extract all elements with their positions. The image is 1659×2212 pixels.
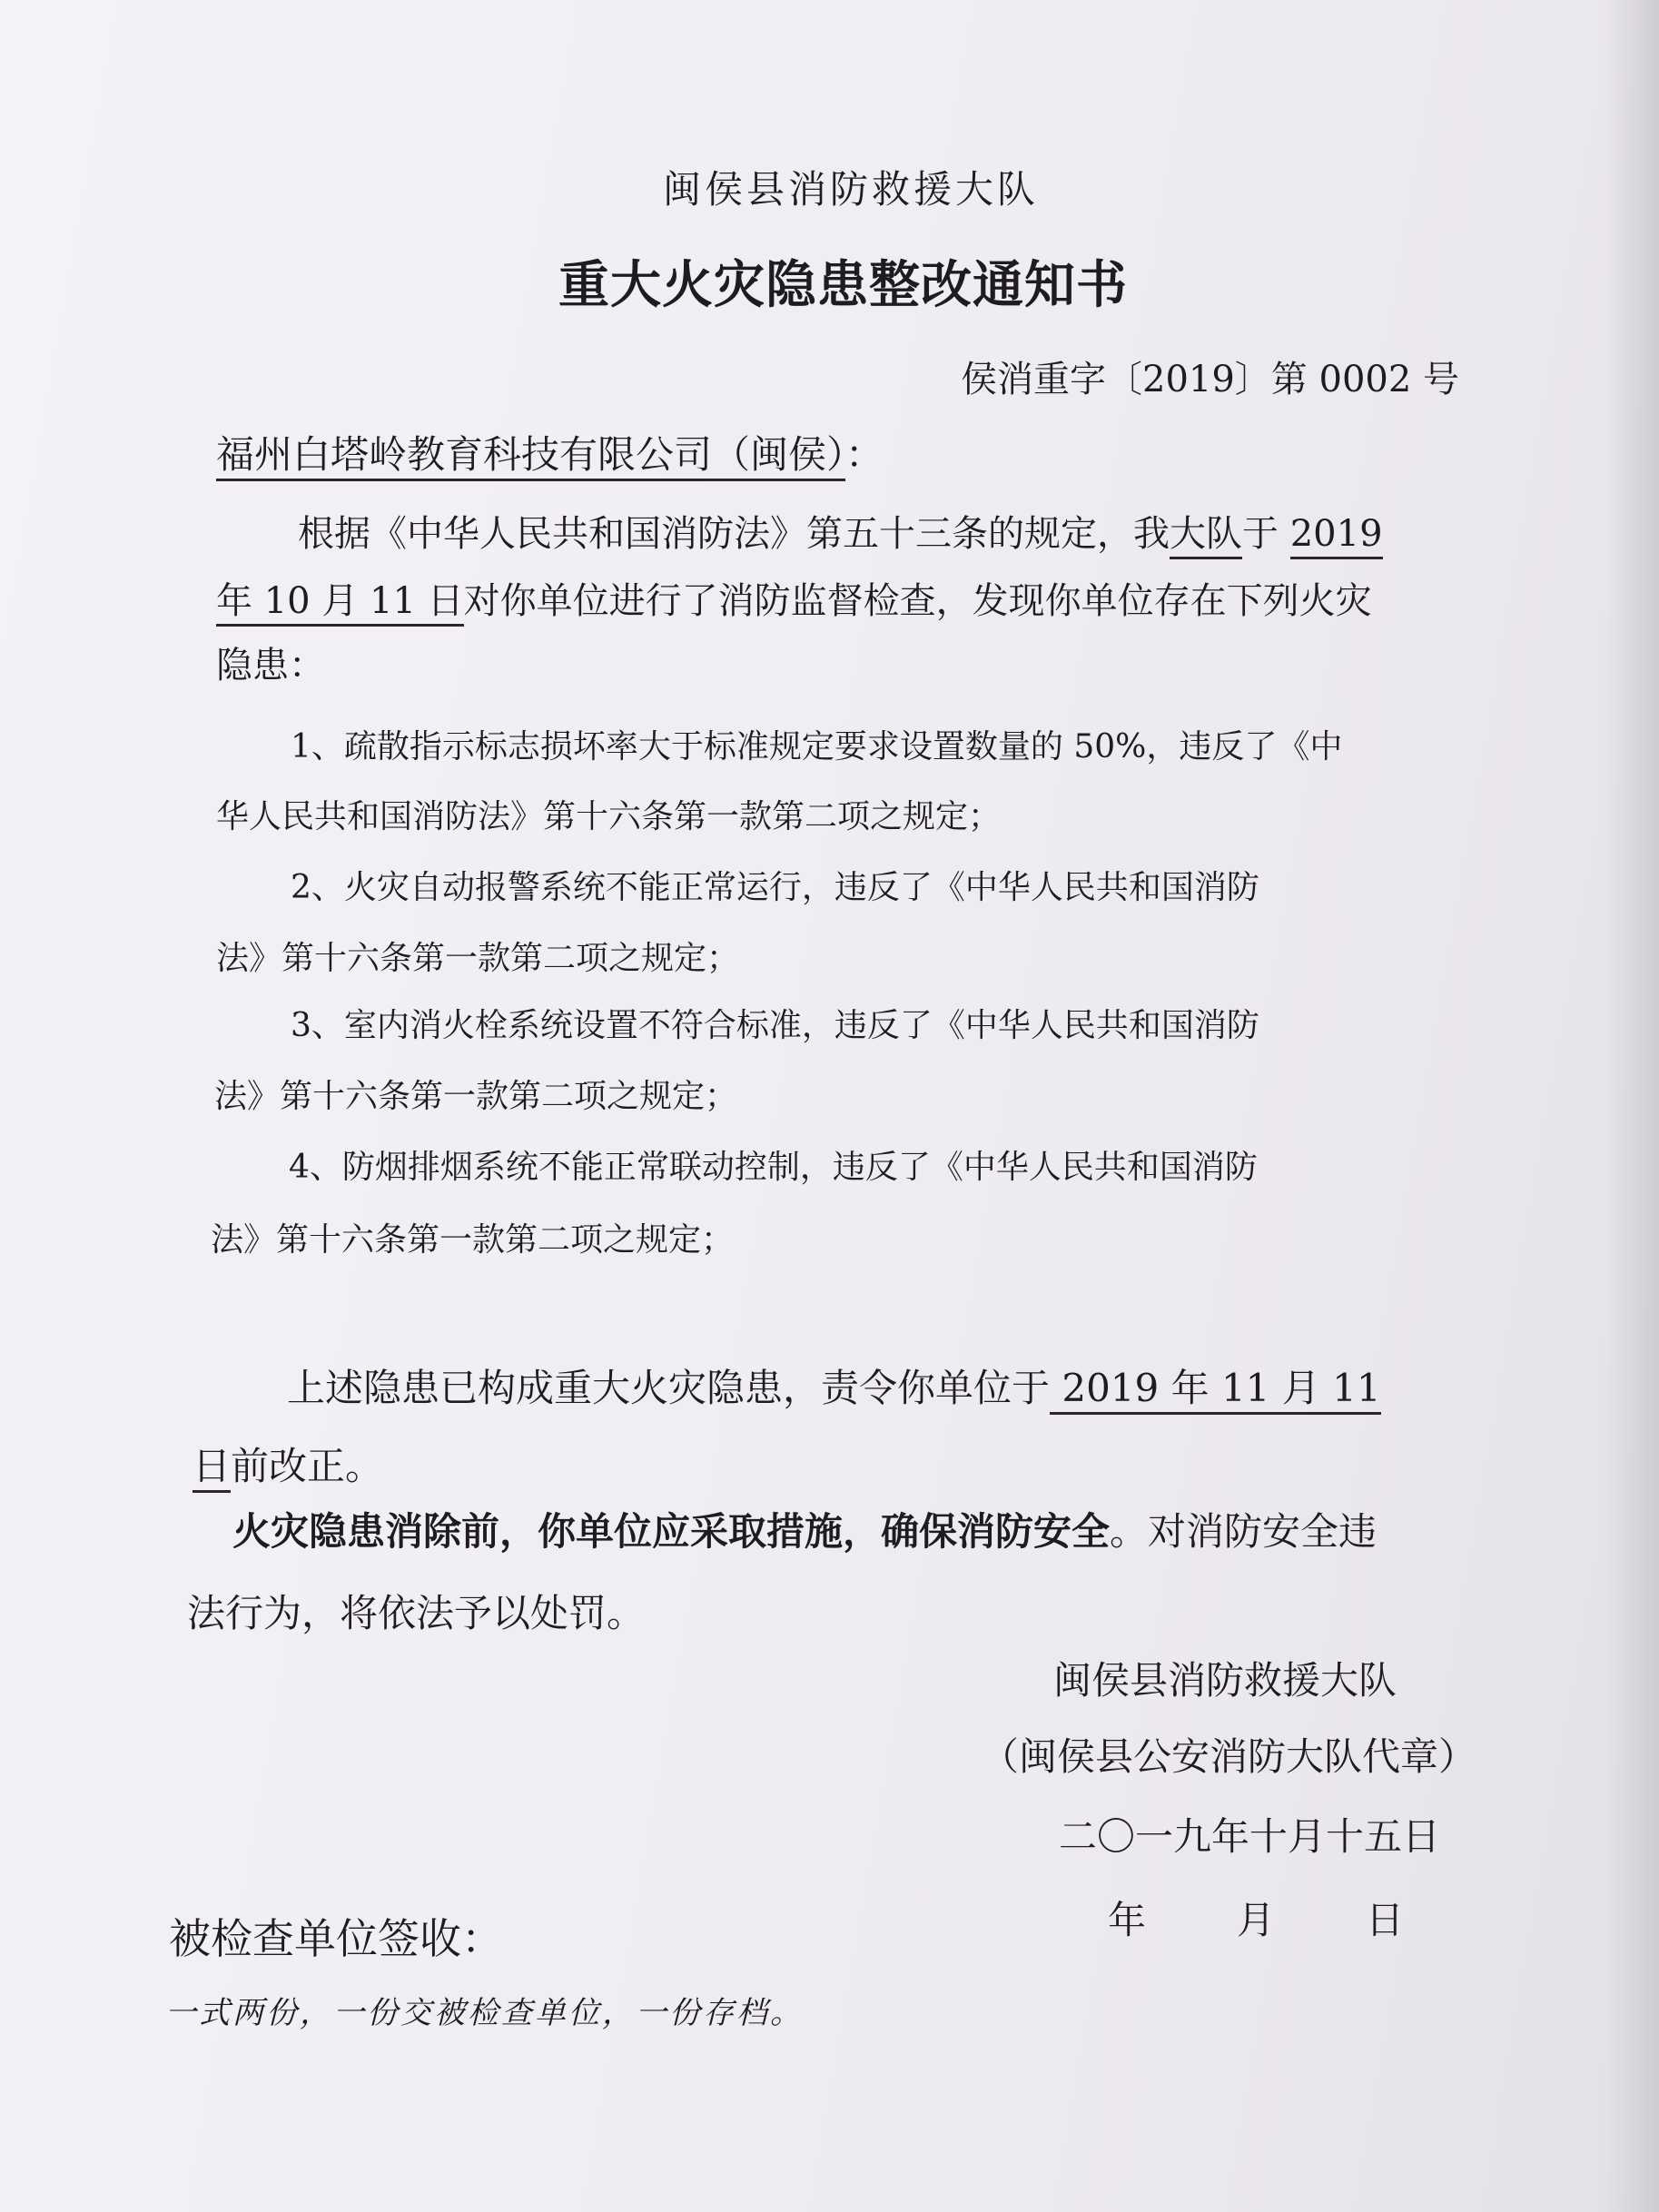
intro-line-3: 隐患： xyxy=(216,645,325,686)
blank-month: 月 xyxy=(1237,1898,1276,1942)
hazard-item-1-line-1: 1、疏散指示标志损坏率大于标准规定要求设置数量的 50%，违反了《中 xyxy=(291,728,1343,765)
deadline-text: 上述隐患已构成重大火灾隐患，责令你单位于 xyxy=(287,1366,1051,1410)
deadline-text-2: 前改正。 xyxy=(231,1444,384,1488)
warning-rest-text: 。对消防安全违 xyxy=(1110,1509,1378,1554)
intro-dept: 大队 xyxy=(1170,513,1242,559)
receipt-date-blanks xyxy=(1108,1898,1405,1942)
copies-note: 一式两份，一份交被检查单位，一份存档。 xyxy=(165,1995,804,2031)
receipt-signature-label: 被检查单位签收： xyxy=(169,1914,503,1963)
addressee xyxy=(216,432,884,477)
issuing-org-heading: 闽侯县消防救援大队 xyxy=(663,167,1040,212)
blank-year: 年 xyxy=(1108,1898,1147,1942)
hazard-item-3-line-1: 3、室内消火栓系统设置不符合标准，违反了《中华人民共和国消防 xyxy=(291,1007,1259,1044)
signature-org: 闽侯县消防救援大队 xyxy=(1053,1658,1397,1703)
document-title: 重大火灾隐患整改通知书 xyxy=(558,256,1128,315)
blank-day: 日 xyxy=(1366,1898,1405,1942)
hazard-item-2-line-1: 2、火灾自动报警系统不能正常运行，违反了《中华人民共和国消防 xyxy=(291,869,1259,906)
hazard-item-1-line-2: 华人民共和国消防法》第十六条第一款第二项之规定； xyxy=(216,798,1002,835)
addressee-colon: ： xyxy=(845,432,884,477)
intro-date: 年 10 月 11 日 xyxy=(216,580,464,627)
signature-date: 二〇一九年十月十五日 xyxy=(1059,1814,1441,1859)
addressee-name: 福州白塔岭教育科技有限公司（闽侯） xyxy=(216,432,845,481)
signature-seal-note: （闽侯县公安消防大队代章） xyxy=(981,1734,1477,1779)
document-number: 侯消重字〔2019〕第 0002 号 xyxy=(961,359,1460,400)
deadline-day: 日 xyxy=(193,1444,231,1493)
intro-line-1 xyxy=(298,513,1383,555)
hazard-item-4-line-2: 法》第十六条第一款第二项之规定； xyxy=(211,1221,735,1259)
intro-text-3: 对你单位进行了消防监督检查，发现你单位存在下列火灾 xyxy=(463,580,1372,622)
deadline-date: 2019 年 11 月 11 xyxy=(1050,1366,1381,1415)
warning-line-1 xyxy=(232,1509,1378,1554)
intro-text-1: 根据《中华人民共和国消防法》第五十三条的规定，我 xyxy=(298,513,1170,555)
deadline-line-2 xyxy=(193,1444,384,1488)
intro-text-2: 于 xyxy=(1242,513,1290,555)
intro-year: 2019 xyxy=(1290,513,1383,559)
hazard-item-4-line-1: 4、防烟排烟系统不能正常联动控制，违反了《中华人民共和国消防 xyxy=(289,1149,1258,1186)
warning-bold-text: 火灾隐患消除前，你单位应采取措施，确保消防安全 xyxy=(232,1509,1111,1554)
intro-line-2 xyxy=(216,580,1372,622)
hazard-item-2-line-2: 法》第十六条第一款第二项之规定； xyxy=(216,940,740,977)
warning-line-2: 法行为，将依法予以处罚。 xyxy=(187,1591,646,1635)
page-edge-shadow xyxy=(1605,0,1659,2212)
deadline-line-1 xyxy=(287,1366,1381,1410)
hazard-item-3-line-2: 法》第十六条第一款第二项之规定； xyxy=(214,1078,738,1115)
